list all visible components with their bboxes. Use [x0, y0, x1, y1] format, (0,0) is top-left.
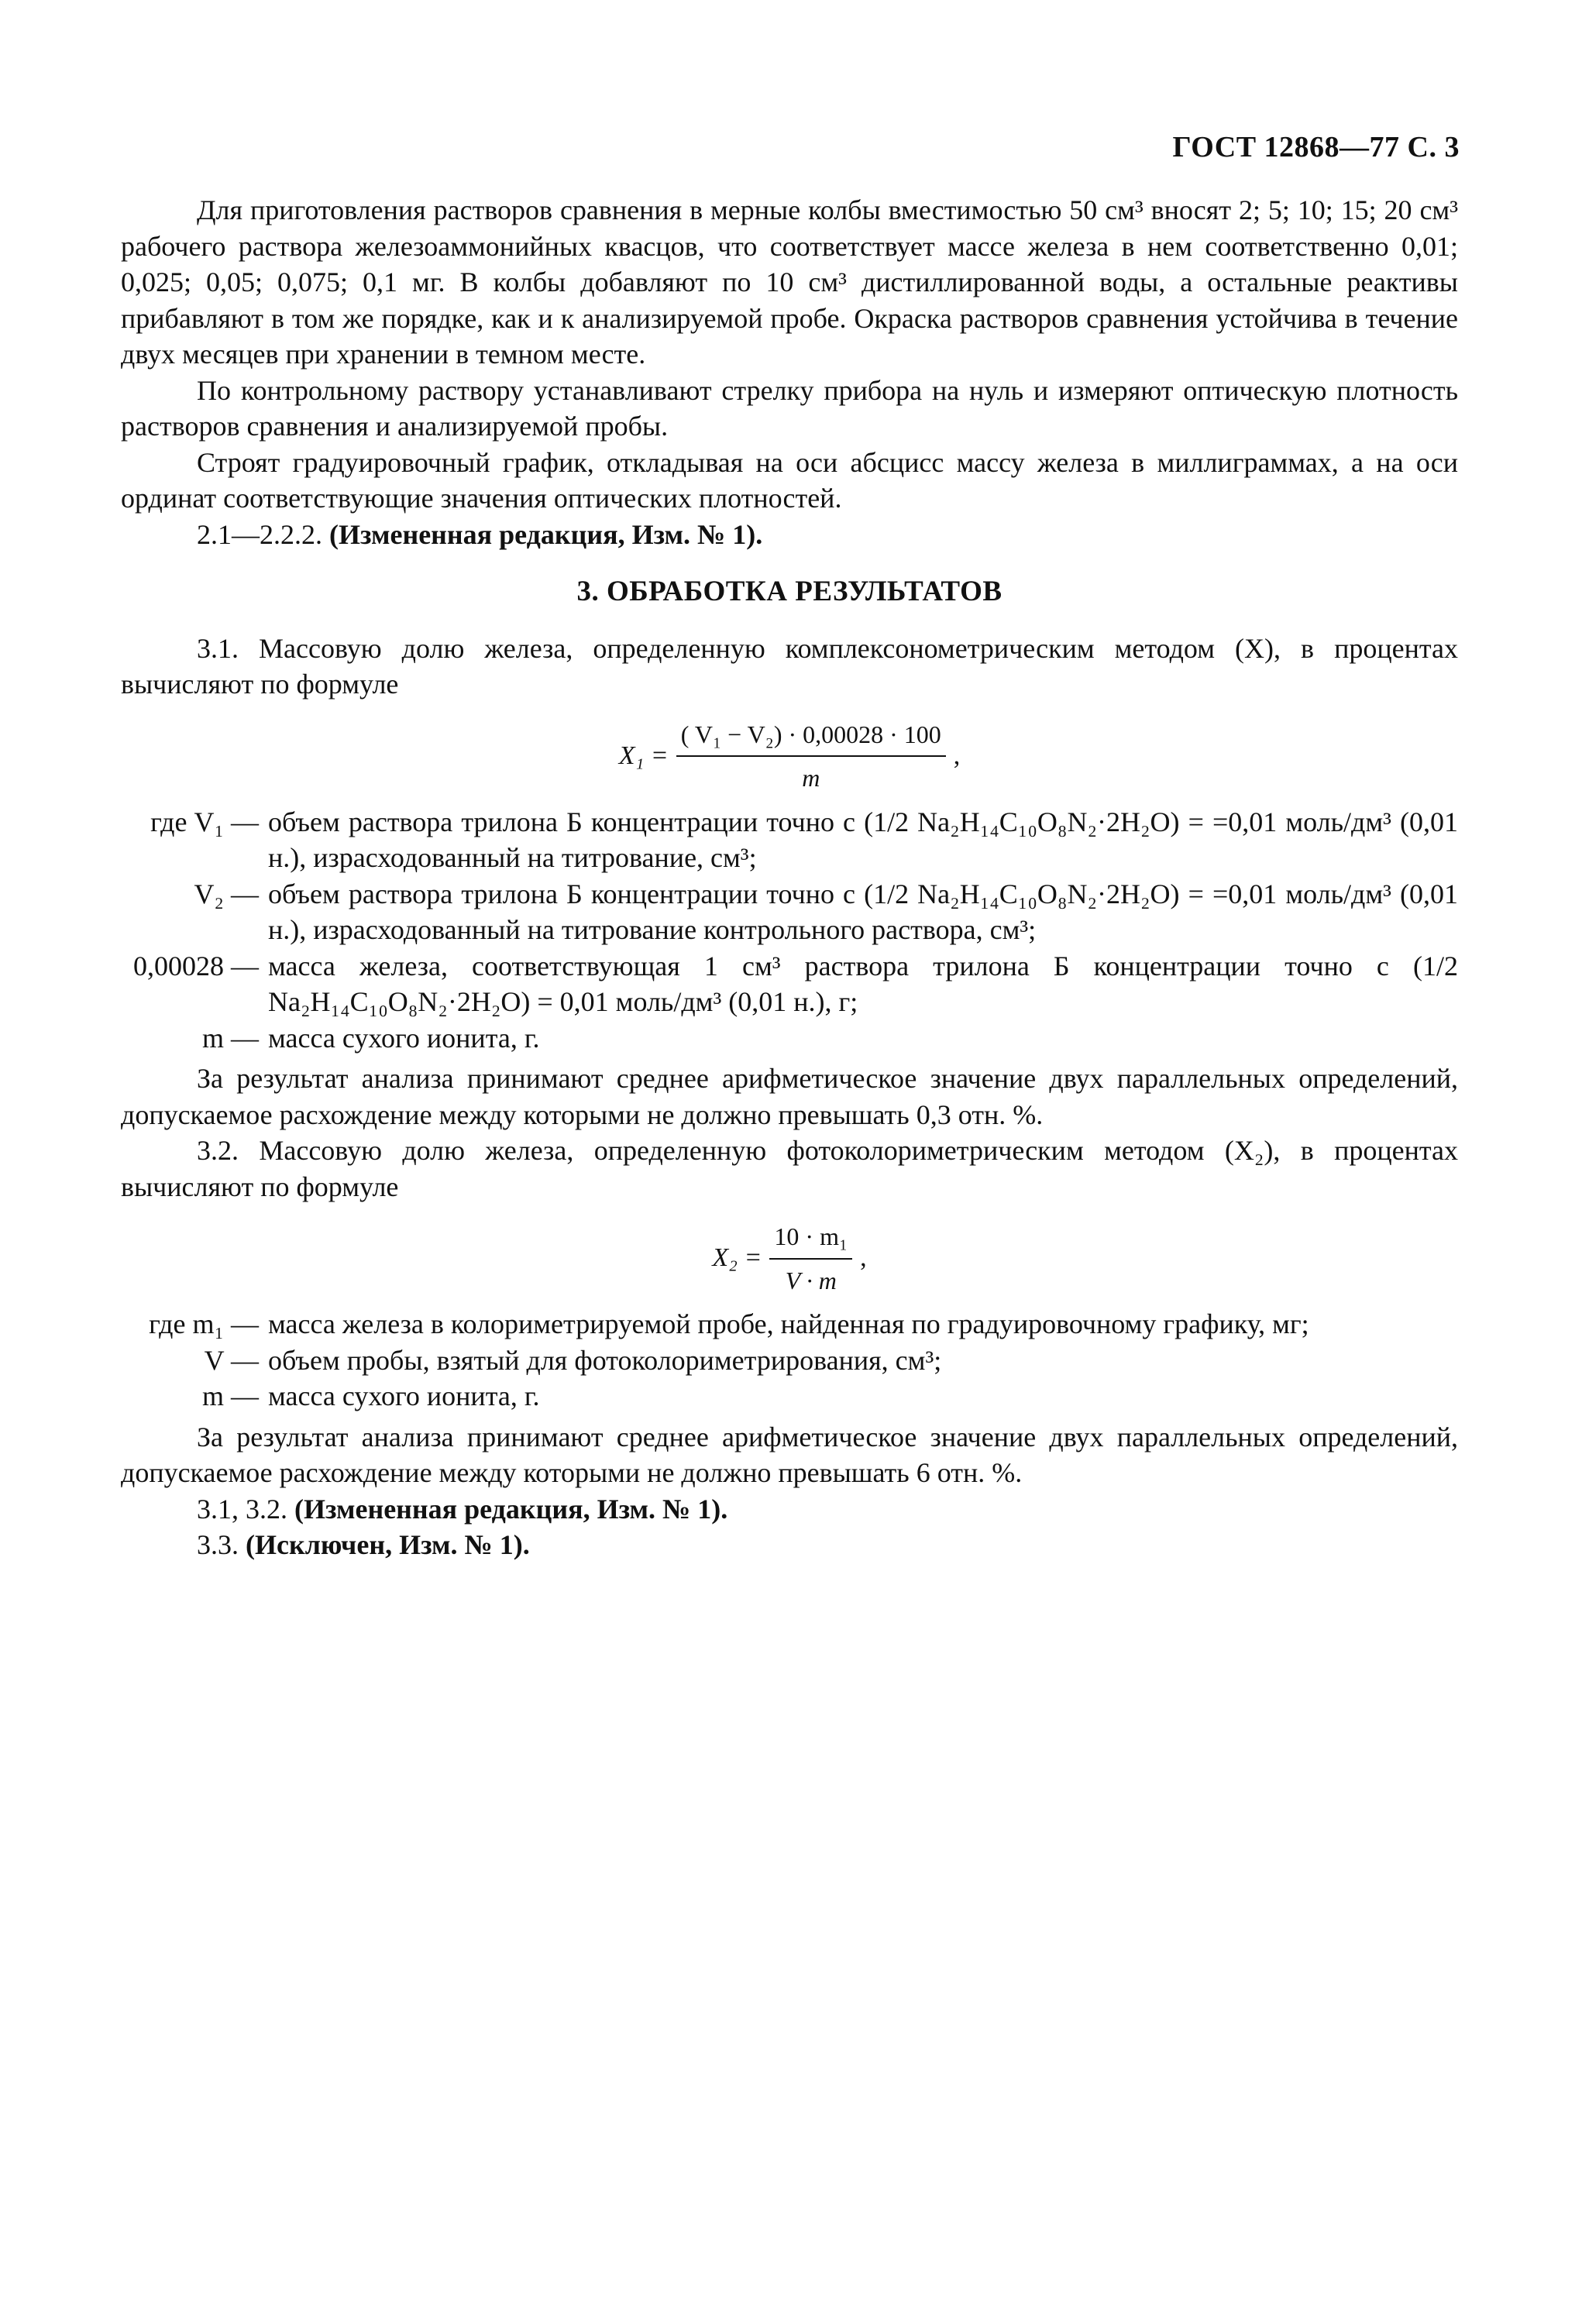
definition-text: объем пробы, взятый для фотоколориметрирования, см³;	[268, 1344, 942, 1376]
definition-term: где m₁ —	[149, 1308, 259, 1339]
definition-item	[121, 1020, 1458, 1057]
paragraph-3-1-result: За результат анализа принимают среднее арифметическое значение двух параллельных определений, допускаемое расхождение между которыми не должно превышать 0,3 отн. %.	[121, 1063, 1458, 1130]
definition-term: V₂ —	[194, 878, 259, 909]
definition-term: m —	[201, 1380, 259, 1411]
definition-item	[121, 876, 1458, 948]
page-header: ГОСТ 12868—77 С. 3	[1172, 131, 1460, 163]
amendment-note: (Измененная редакция, Изм. № 1).	[329, 518, 763, 550]
formula-x1-lhs: X₁ =	[618, 741, 669, 770]
paragraph-calibration-graph: Строят градуировочный график, откладывая на оси абсцисс массу железа в миллиграммах, а на оси ординат соответствующие значения оптических плотностей.	[121, 446, 1458, 514]
definition-item	[121, 804, 1458, 876]
definition-item	[121, 1378, 1458, 1415]
amendment-note: (Исключен, Изм. № 1).	[246, 1529, 530, 1560]
formula-x1-fraction	[676, 717, 946, 796]
paragraph-excluded-3-3	[121, 1527, 1458, 1563]
definition-term: m —	[201, 1022, 259, 1054]
amendment-number: 2.1—2.2.2.	[197, 518, 322, 550]
formula-x2-tail: ,	[860, 1243, 867, 1273]
definitions-list-2	[121, 1306, 1458, 1415]
definition-text: масса железа, соответствующая 1 см³ раствора трилона Б концентрации точно c (1/2 Na₂H₁₄C₁₀O₈N₂·2H₂O) = 0,01 моль/дм³ (0,01 н.), г;	[268, 950, 1458, 1017]
formula-x2-lhs: X₂ =	[712, 1243, 762, 1273]
definitions-list-1	[121, 804, 1458, 1057]
document-body	[121, 192, 1458, 1563]
formula-x2-numerator: 10 · m₁	[769, 1219, 852, 1260]
paragraph-amendment-3	[121, 1491, 1458, 1528]
formula-x1-tail: ,	[953, 741, 961, 770]
definition-text: масса железа в колориметрируемой пробе, найденная по градуировочному графику, мг;	[268, 1308, 1309, 1339]
definition-term: где V₁ —	[150, 806, 259, 837]
paragraph-reference-solutions: Для приготовления растворов сравнения в мерные колбы вместимостью 50 см³ вносят 2; 5; 10; 15; 20 см³ рабочего раствора железоаммонийных квасцов, что соответствует массе железа в нем соответственно 0,01; 0,025; 0,05; 0,075; 0,1 мг. В колбы добавляют по 10 см³ дистиллированной воды, а остальные реактивы прибавляют в том же порядке, как и к анализируемой пробе. Окраска растворов сравнения устойчива в течение двух месяцев при хранении в темном месте.	[121, 194, 1458, 370]
definition-text: объем раствора трилона Б концентрации точно c (1/2 Na₂H₁₄C₁₀O₈N₂·2H₂O) = =0,01 моль/дм³ (0,01 н.), израсходованный на титрование контрольного раствора, см³;	[268, 878, 1458, 945]
formula-x2-denominator: V · m	[785, 1266, 837, 1294]
definition-text: масса сухого ионита, г.	[268, 1380, 540, 1411]
formula-x1-numerator: ( V₁ − V₂) · 0,00028 · 100	[676, 717, 946, 758]
paragraph-3-1: 3.1. Массовую долю железа, определенную комплексонометрическим методом (X), в процентах вычисляют по формуле	[121, 632, 1458, 700]
definition-term: V —	[204, 1344, 259, 1376]
formula-x2-fraction	[769, 1219, 852, 1298]
definition-item	[121, 1342, 1458, 1379]
definition-term: 0,00028 —	[133, 950, 259, 982]
paragraph-amendment-2	[121, 517, 1458, 553]
amendment-number: 3.3.	[197, 1529, 239, 1560]
paragraph-3-2-result: За результат анализа принимают среднее арифметическое значение двух параллельных определений, допускаемое расхождение между которыми не должно превышать 6 отн. %.	[121, 1421, 1458, 1488]
formula-x2	[121, 1219, 1458, 1298]
paragraph-3-2: 3.2. Массовую долю железа, определенную фотоколориметрическим методом (X₂), в процентах вычисляют по формуле	[121, 1135, 1458, 1202]
formula-x1	[121, 717, 1458, 796]
definition-item	[121, 948, 1458, 1020]
definition-text: объем раствора трилона Б концентрации точно c (1/2 Na₂H₁₄C₁₀O₈N₂·2H₂O) = =0,01 моль/дм³ (0,01 н.), израсходованный на титрование, см³;	[268, 806, 1458, 873]
amendment-note: (Измененная редакция, Изм. № 1).	[294, 1493, 728, 1525]
definition-item	[121, 1306, 1458, 1342]
formula-x1-denominator: m	[802, 764, 820, 792]
amendment-number: 3.1, 3.2.	[197, 1493, 287, 1525]
definition-text: масса сухого ионита, г.	[268, 1022, 540, 1054]
paragraph-control-solution: По контрольному раствору устанавливают стрелку прибора на нуль и измеряют оптическую плотность растворов сравнения и анализируемой пробы.	[121, 374, 1458, 442]
section-3-title: 3. ОБРАБОТКА РЕЗУЛЬТАТОВ	[576, 576, 1003, 607]
